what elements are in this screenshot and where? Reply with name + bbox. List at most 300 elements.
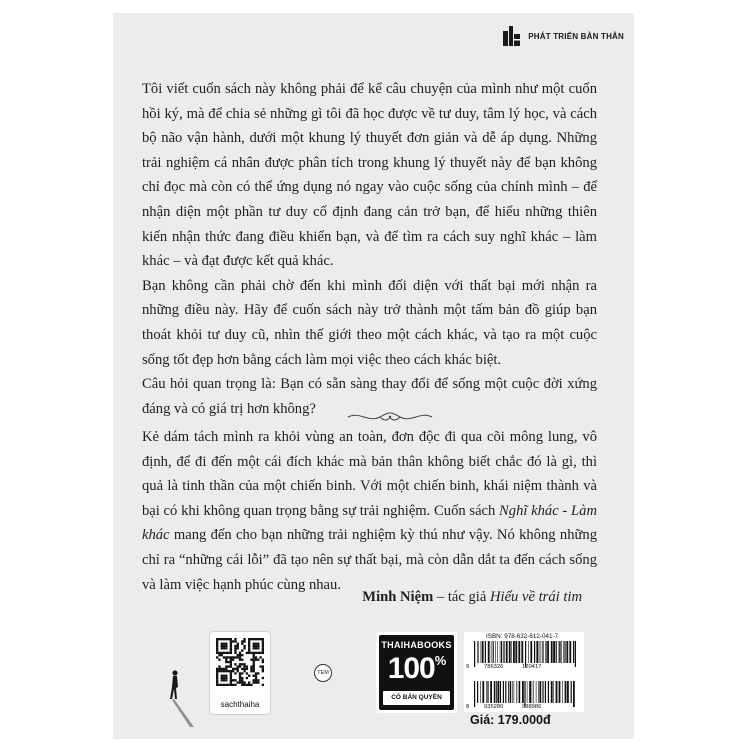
qr-module — [237, 647, 239, 649]
qr-module — [262, 640, 264, 642]
qr-module — [230, 677, 232, 679]
qr-module — [216, 638, 218, 640]
quote-paragraph — [142, 425, 597, 597]
qr-module — [239, 654, 241, 656]
barcode-bar — [551, 681, 553, 703]
barcode-bar — [528, 641, 529, 663]
qr-module — [239, 679, 241, 681]
qr-module — [255, 679, 257, 681]
qr-module — [239, 677, 241, 679]
qr-module — [237, 654, 239, 656]
walking-man-icon — [163, 669, 197, 729]
barcode-bar — [482, 641, 484, 663]
qr-module — [225, 661, 227, 663]
qr-module — [262, 652, 264, 654]
qr-module — [218, 665, 220, 667]
qr-module — [225, 656, 227, 658]
qr-module — [216, 675, 218, 677]
qr-module — [221, 679, 223, 681]
qr-module — [232, 659, 234, 661]
qr-module — [230, 672, 232, 674]
qr-module — [221, 675, 223, 677]
qr-module — [239, 675, 241, 677]
qr-module — [230, 638, 232, 640]
paragraph: Câu hỏi quan trọng là: Bạn có sẵn sàng thay đổi để sống một cuộc đời xứng đáng và có giá trị hơn không? — [142, 376, 597, 417]
barcode-bar — [478, 641, 479, 663]
qr-module — [255, 672, 257, 674]
qr-module — [237, 645, 239, 647]
barcode-bar — [510, 681, 511, 703]
qr-module — [241, 677, 243, 679]
author-name: Minh Niệm — [362, 589, 434, 605]
qr-module — [227, 638, 229, 640]
barcode-bar — [497, 681, 499, 703]
qr-module — [223, 677, 225, 679]
qr-module — [253, 656, 255, 658]
qr-module — [227, 684, 229, 686]
qr-module — [223, 647, 225, 649]
barcode-bar — [567, 681, 569, 703]
barcode-bar — [559, 641, 560, 663]
qr-module — [253, 654, 255, 656]
qr-module — [239, 681, 241, 683]
price-label: Giá: 179.000đ — [470, 713, 551, 727]
qr-module — [243, 665, 245, 667]
qr-module — [225, 679, 227, 681]
qr-module — [243, 640, 245, 642]
qr-module — [257, 638, 259, 640]
qr-module — [216, 652, 218, 654]
qr-module — [216, 670, 218, 672]
qr-module — [216, 643, 218, 645]
qr-module — [253, 670, 255, 672]
barcode-bar — [493, 641, 494, 663]
qr-module — [225, 670, 227, 672]
qr-module — [216, 679, 218, 681]
qr-module — [243, 647, 245, 649]
qr-module — [221, 652, 223, 654]
qr-module — [253, 638, 255, 640]
qr-module — [227, 661, 229, 663]
barcode-bar — [509, 641, 511, 663]
barcode-bar — [516, 681, 517, 703]
qr-module — [250, 668, 252, 670]
qr-module — [232, 640, 234, 642]
author-role: – tác giả — [433, 589, 490, 605]
qr-module — [241, 649, 243, 651]
qr-module — [246, 652, 248, 654]
barcode-bar — [527, 681, 528, 703]
qr-module — [250, 670, 252, 672]
barcode-bar — [553, 681, 554, 703]
qr-module — [253, 643, 255, 645]
barcode-bar — [474, 681, 475, 707]
qr-code[interactable] — [216, 638, 264, 686]
qr-module — [255, 656, 257, 658]
barcode-bar — [566, 641, 568, 663]
qr-module — [221, 638, 223, 640]
qr-module — [232, 679, 234, 681]
qr-module — [262, 659, 264, 661]
qr-module — [255, 659, 257, 661]
qr-module — [218, 654, 220, 656]
qr-module — [250, 659, 252, 661]
qr-module — [250, 652, 252, 654]
qr-module — [241, 681, 243, 683]
qr-module — [253, 679, 255, 681]
isbn-number: ISBN: 978-632-612-041-7 — [486, 633, 559, 640]
qr-module — [253, 652, 255, 654]
qr-module — [230, 652, 232, 654]
qr-module — [223, 638, 225, 640]
qr-module — [237, 670, 239, 672]
barcode-bar — [518, 681, 519, 703]
qr-module — [234, 663, 236, 665]
stamp-brand: THAIHABOOKS — [381, 640, 452, 650]
endorsement-quote — [142, 425, 597, 597]
qr-module — [241, 672, 243, 674]
qr-module — [243, 670, 245, 672]
qr-module — [232, 656, 234, 658]
barcode-bar — [539, 641, 540, 663]
barcode-bar — [536, 641, 538, 663]
qr-module — [230, 643, 232, 645]
qr-module — [225, 675, 227, 677]
qr-module — [262, 661, 264, 663]
qr-module — [216, 647, 218, 649]
qr-module — [259, 665, 261, 667]
barcode-digit: 786326 — [484, 664, 504, 670]
qr-module — [216, 645, 218, 647]
qr-module — [248, 638, 250, 640]
paragraph: Tôi viết cuốn sách này không phải để kể câu chuyện của mình như một cuốn hồi ký, mà để chia sẻ những gì tôi đã học được về tư duy, tâm lý học, và cách bộ não vận hành, dưới một khung lý thuyết đơn giản và dễ áp dụng. Những trải nghiệm cá nhân được phân tích trong khung lý thuyết này để bạn không chỉ đọc mà còn có thể ứng dụng nó ngay vào cuộc sống của chính mình – để nhận diện một phần tư duy cố định đang cản trở bạn, để hiểu những thiên kiến nhận thức đang điều khiển bạn, và để tìm ra cách suy nghĩ khác – làm khác – và đạt được kết quả khác. — [142, 81, 597, 270]
qr-module — [246, 668, 248, 670]
barcode-bar — [485, 641, 486, 663]
barcode-bar — [538, 681, 539, 703]
qr-module — [255, 638, 257, 640]
qr-module — [250, 665, 252, 667]
qr-module — [246, 665, 248, 667]
qr-module — [257, 645, 259, 647]
qr-module — [259, 656, 261, 658]
barcode-bar — [521, 641, 523, 663]
security-seal: TEM — [314, 664, 332, 682]
barcode-bar — [559, 681, 561, 703]
qr-module — [221, 684, 223, 686]
barcode-bar — [518, 641, 520, 663]
barcode-bar — [477, 641, 478, 663]
barcode-digit: 9 — [466, 664, 470, 670]
barcode-bar — [573, 641, 574, 663]
qr-module — [239, 652, 241, 654]
qr-module — [248, 675, 250, 677]
qr-module — [241, 679, 243, 681]
qr-module — [234, 645, 236, 647]
barcode-bar — [513, 641, 515, 663]
qr-module — [234, 672, 236, 674]
qr-module — [239, 656, 241, 658]
qr-module — [239, 672, 241, 674]
qr-module — [225, 647, 227, 649]
barcode-bar — [569, 641, 571, 663]
qr-module — [223, 643, 225, 645]
qr-module — [216, 656, 218, 658]
qr-module — [237, 668, 239, 670]
barcode-bar — [490, 681, 492, 703]
qr-module — [216, 640, 218, 642]
qr-module — [250, 684, 252, 686]
qr-module — [253, 647, 255, 649]
qr-module — [230, 649, 232, 651]
barcode-bar — [495, 641, 496, 663]
barcode-bar — [486, 681, 487, 703]
qr-module — [262, 649, 264, 651]
barcode-bar — [556, 681, 558, 703]
qr-module — [248, 643, 250, 645]
qr-module — [243, 663, 245, 665]
qr-module — [237, 681, 239, 683]
qr-module — [255, 652, 257, 654]
qr-module — [255, 681, 257, 683]
book-stack-logo-icon — [502, 25, 522, 47]
stamp-unit: % — [434, 653, 446, 668]
qr-module — [225, 665, 227, 667]
barcode-bar — [501, 641, 502, 663]
barcode-bar — [515, 641, 517, 663]
barcode-bar — [522, 681, 524, 703]
qr-module — [221, 647, 223, 649]
qr-module — [257, 681, 259, 683]
qr-module — [230, 647, 232, 649]
barcode-bar — [542, 681, 543, 703]
qr-module — [223, 668, 225, 670]
copyright-stamp — [376, 632, 457, 713]
barcode-bar — [539, 681, 541, 703]
qr-module — [255, 647, 257, 649]
qr-module — [241, 659, 243, 661]
barcode-bar — [551, 641, 553, 663]
barcode-bar — [474, 641, 475, 667]
barcode-bar — [541, 641, 542, 663]
qr-module — [218, 659, 220, 661]
barcode-bar — [488, 641, 490, 663]
qr-module — [223, 684, 225, 686]
qr-module — [241, 643, 243, 645]
qr-module — [223, 652, 225, 654]
barcode-bar — [482, 681, 484, 703]
qr-module — [230, 681, 232, 683]
stamp-caption: CÓ BẢN QUYỀN — [383, 691, 450, 705]
qr-module — [234, 656, 236, 658]
qr-module — [221, 670, 223, 672]
barcode-bar — [494, 681, 495, 703]
barcode-bar — [530, 641, 532, 663]
qr-module — [218, 652, 220, 654]
barcode-digit: 120417 — [522, 664, 542, 670]
qr-module — [248, 649, 250, 651]
barcode-bar — [496, 681, 497, 703]
qr-module — [255, 645, 257, 647]
qr-module — [227, 656, 229, 658]
qr-module — [221, 677, 223, 679]
qr-module — [262, 684, 264, 686]
barcode-bar — [547, 641, 549, 663]
qr-module — [262, 645, 264, 647]
qr-module — [248, 652, 250, 654]
qr-module — [262, 665, 264, 667]
barcode-bar — [511, 641, 512, 663]
qr-module — [221, 645, 223, 647]
qr-module — [227, 652, 229, 654]
qr-code-card[interactable] — [210, 632, 270, 714]
qr-module — [225, 677, 227, 679]
qr-module — [230, 670, 232, 672]
qr-module — [255, 677, 257, 679]
qr-module — [225, 668, 227, 670]
barcode-bar — [500, 641, 501, 663]
qr-module — [243, 681, 245, 683]
barcode-bar — [573, 681, 575, 707]
qr-module — [216, 677, 218, 679]
qr-module — [237, 656, 239, 658]
barcode-bar — [534, 641, 535, 663]
qr-module — [239, 665, 241, 667]
qr-module — [248, 640, 250, 642]
qr-module — [243, 684, 245, 686]
qr-module — [257, 647, 259, 649]
barcode-bar — [487, 681, 488, 703]
qr-module — [257, 659, 259, 661]
qr-module — [223, 645, 225, 647]
qr-module — [216, 668, 218, 670]
qr-module — [243, 645, 245, 647]
qr-module — [225, 638, 227, 640]
qr-module — [237, 643, 239, 645]
qr-module — [257, 672, 259, 674]
barcode-bar — [565, 681, 567, 703]
qr-module — [262, 668, 264, 670]
barcode-bar — [503, 681, 504, 703]
qr-module — [227, 670, 229, 672]
qr-module — [253, 659, 255, 661]
qr-module — [230, 645, 232, 647]
qr-module — [243, 638, 245, 640]
barcode-bar — [545, 641, 546, 663]
qr-module — [234, 668, 236, 670]
qr-module — [230, 679, 232, 681]
qr-module — [218, 668, 220, 670]
qr-module — [230, 675, 232, 677]
series-name: PHÁT TRIỂN BẢN THÂN — [528, 31, 624, 41]
qr-module — [230, 661, 232, 663]
qr-module — [248, 681, 250, 683]
qr-module — [239, 663, 241, 665]
qr-module — [216, 681, 218, 683]
barcode-bar — [542, 641, 543, 663]
barcode-bar — [556, 641, 557, 663]
qr-module — [253, 665, 255, 667]
qr-module — [218, 670, 220, 672]
qr-module — [230, 665, 232, 667]
barcode-bar — [565, 641, 566, 663]
barcode-digit: 8 — [466, 704, 470, 710]
barcode-bar — [533, 681, 534, 703]
qr-module — [232, 684, 234, 686]
qr-module — [253, 675, 255, 677]
stamp-body — [379, 635, 454, 710]
barcode-bar — [529, 681, 531, 703]
qr-module — [241, 654, 243, 656]
qr-module — [259, 638, 261, 640]
qr-module — [253, 663, 255, 665]
qr-module — [257, 643, 259, 645]
qr-module — [248, 684, 250, 686]
qr-module — [230, 663, 232, 665]
barcode-bar — [519, 681, 520, 703]
qr-module — [216, 672, 218, 674]
stamp-number: 100 — [387, 652, 435, 685]
qr-module — [257, 652, 259, 654]
qr-module — [234, 652, 236, 654]
qr-module — [221, 668, 223, 670]
barcode-bar — [481, 641, 482, 663]
qr-module — [262, 677, 264, 679]
qr-module — [253, 668, 255, 670]
qr-module — [241, 668, 243, 670]
qr-module — [262, 670, 264, 672]
qr-module — [246, 677, 248, 679]
qr-module — [234, 638, 236, 640]
book-title-italic: Nghĩ khác - Làm khác — [142, 502, 597, 544]
qr-label: sachthaiha — [220, 700, 260, 709]
qr-module — [237, 665, 239, 667]
qr-module — [234, 679, 236, 681]
endorsement-signature — [362, 589, 582, 606]
qr-module — [241, 663, 243, 665]
barcode-bar — [548, 681, 549, 703]
barcode-bar — [563, 641, 564, 663]
barcode-bar — [488, 681, 489, 703]
qr-module — [253, 681, 255, 683]
qr-module — [221, 654, 223, 656]
barcode-bar — [500, 681, 501, 703]
flourish-divider — [346, 409, 434, 425]
qr-module — [241, 640, 243, 642]
barcode-bar — [491, 641, 492, 663]
qr-module — [248, 647, 250, 649]
qr-module — [225, 684, 227, 686]
qr-module — [223, 675, 225, 677]
description-text — [142, 77, 597, 421]
paragraph: Bạn không cần phải chờ đến khi mình đối diện với thất bại mới nhận ra những điều này. Hãy để cuốn sách này trở thành một tấm bản đồ giúp bạn thoát khỏi tư duy cũ, nhìn thế giới theo một cách khác, và tạo ra một cuộc sống tốt đẹp hơn bằng cách làm mọi việc theo cách khác biệt. — [142, 277, 597, 368]
qr-module — [248, 645, 250, 647]
qr-module — [225, 645, 227, 647]
barcode-bar — [532, 681, 533, 703]
qr-module — [216, 649, 218, 651]
stamp-percentage — [379, 652, 454, 686]
qr-module — [255, 643, 257, 645]
barcode-bar — [505, 681, 506, 703]
quote-text: mang đến cho bạn những trải nghiệm kỳ thú như vậy. Nó không những chỉ ra “những cái lỗi” đã tạo nên sự thất bại, mà còn dẫn dắt ta đến cách sống và làm việc hạnh phúc cùng nhau. — [142, 527, 597, 593]
qr-module — [218, 684, 220, 686]
barcode-bar — [506, 641, 508, 663]
qr-module — [227, 665, 229, 667]
qr-module — [232, 670, 234, 672]
qr-module — [234, 647, 236, 649]
qr-module — [230, 640, 232, 642]
qr-module — [246, 672, 248, 674]
qr-module — [230, 656, 232, 658]
